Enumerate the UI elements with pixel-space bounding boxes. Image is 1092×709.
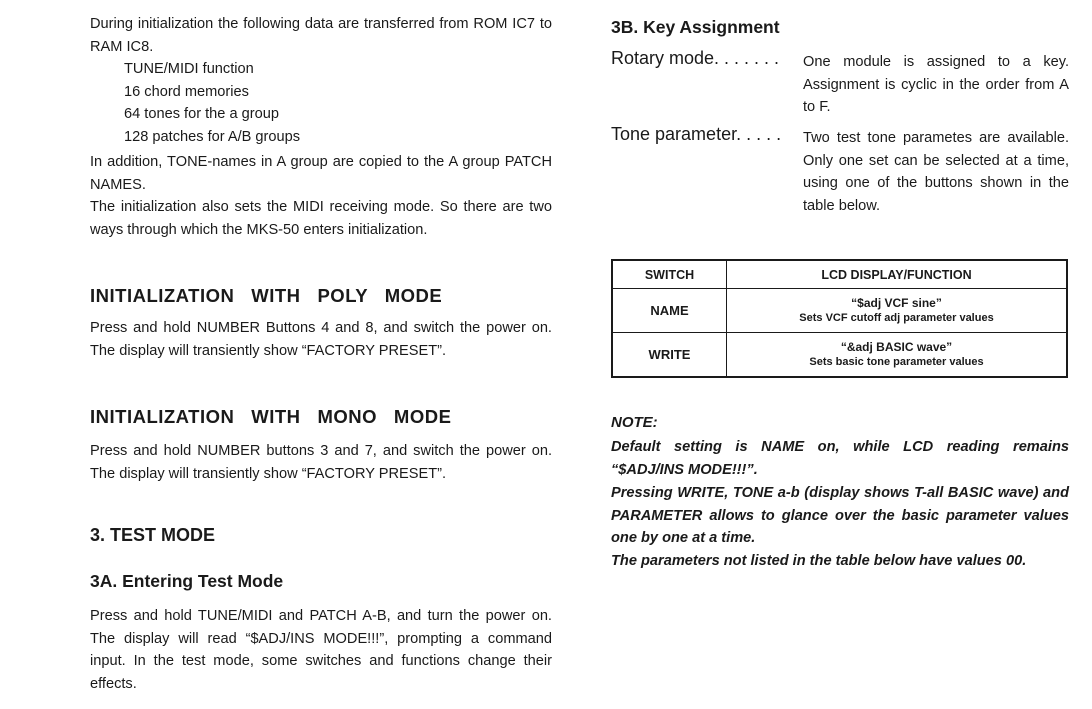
note-line: The parameters not listed in the table below have values 00. — [611, 553, 1027, 569]
note-line: Default setting is NAME on, while LCD reading remains “$ADJ/INS MODE!!!”. — [611, 439, 1069, 478]
transfer-list — [90, 58, 552, 148]
note-title: NOTE: — [611, 414, 658, 431]
rotary-mode-entry — [611, 48, 1069, 118]
note-line: Pressing WRITE, TONE a-b (display shows T-all BASIC wave) and PARAMETER allows to glance over the basic parameter values one by one at a time. — [611, 485, 1069, 547]
table-row — [612, 333, 1067, 378]
tone-names-paragraph: In addition, TONE-names in A group are copied to the A group PATCH NAMES. — [90, 154, 552, 193]
entering-test-mode-heading: 3A. Entering Test Mode — [90, 571, 284, 591]
poly-mode-heading: INITIALIZATION WITH POLY MODE — [90, 285, 443, 306]
entering-test-mode-paragraph: Press and hold TUNE/MIDI and PATCH A-B, and turn the power on. The display will read “$ADJ/INS MODE!!!”, prompting a command input. In the test mode, some switches and functions change their effects. — [90, 608, 552, 692]
header-lcd-display: LCD DISPLAY/FUNCTION — [727, 260, 1068, 289]
lcd-display-text: “&adj BASIC wave” — [840, 339, 953, 354]
tone-parameter-description: Two test tone parametes are available. Only one set can be selected at a time, using one of the buttons shown in the table below. — [803, 130, 1069, 214]
tone-parameter-entry — [611, 124, 1069, 239]
table-row — [612, 289, 1067, 333]
header-switch: SWITCH — [612, 260, 727, 289]
function-cell — [727, 289, 1068, 333]
rotary-mode-description: One module is assigned to a key. Assignment is cyclic in the order from A to F. — [803, 54, 1069, 116]
mono-mode-paragraph: Press and hold NUMBER buttons 3 and 7, and switch the power on. The display will transiently show “FACTORY PRESET”. — [90, 443, 552, 482]
list-item: 64 tones for the a group — [124, 106, 279, 123]
list-item: 128 patches for A/B groups — [124, 128, 301, 145]
function-text: Sets VCF cutoff adj parameter values — [799, 311, 994, 324]
list-item: 16 chord memories — [124, 83, 249, 100]
key-assignment-heading: 3B. Key Assignment — [611, 17, 780, 37]
test-mode-heading: 3. TEST MODE — [90, 525, 216, 545]
poly-mode-paragraph: Press and hold NUMBER Buttons 4 and 8, and switch the power on. The display will transiently show “FACTORY PRESET”. — [90, 320, 552, 359]
switch-write-cell: WRITE — [612, 333, 727, 378]
mono-mode-heading: INITIALIZATION WITH MONO MODE — [90, 406, 452, 427]
midi-mode-paragraph: The initialization also sets the MIDI receiving mode. So there are two ways through which the MKS-50 enters initialization. — [90, 199, 552, 238]
tone-parameter-label: Tone parameter. . . . . — [611, 124, 782, 144]
table-header-row — [612, 260, 1067, 289]
intro-paragraph: During initialization the following data are transferred from ROM IC7 to RAM IC8. — [90, 16, 552, 55]
list-item: TUNE/MIDI function — [124, 61, 254, 77]
rotary-mode-label: Rotary mode. . . . . . . — [611, 48, 780, 68]
function-cell — [727, 333, 1068, 378]
switch-name-cell: NAME — [612, 289, 727, 333]
switch-function-table — [611, 259, 1068, 378]
function-text: Sets basic tone parameter values — [809, 355, 984, 368]
lcd-display-text: “$adj VCF sine” — [851, 295, 942, 310]
